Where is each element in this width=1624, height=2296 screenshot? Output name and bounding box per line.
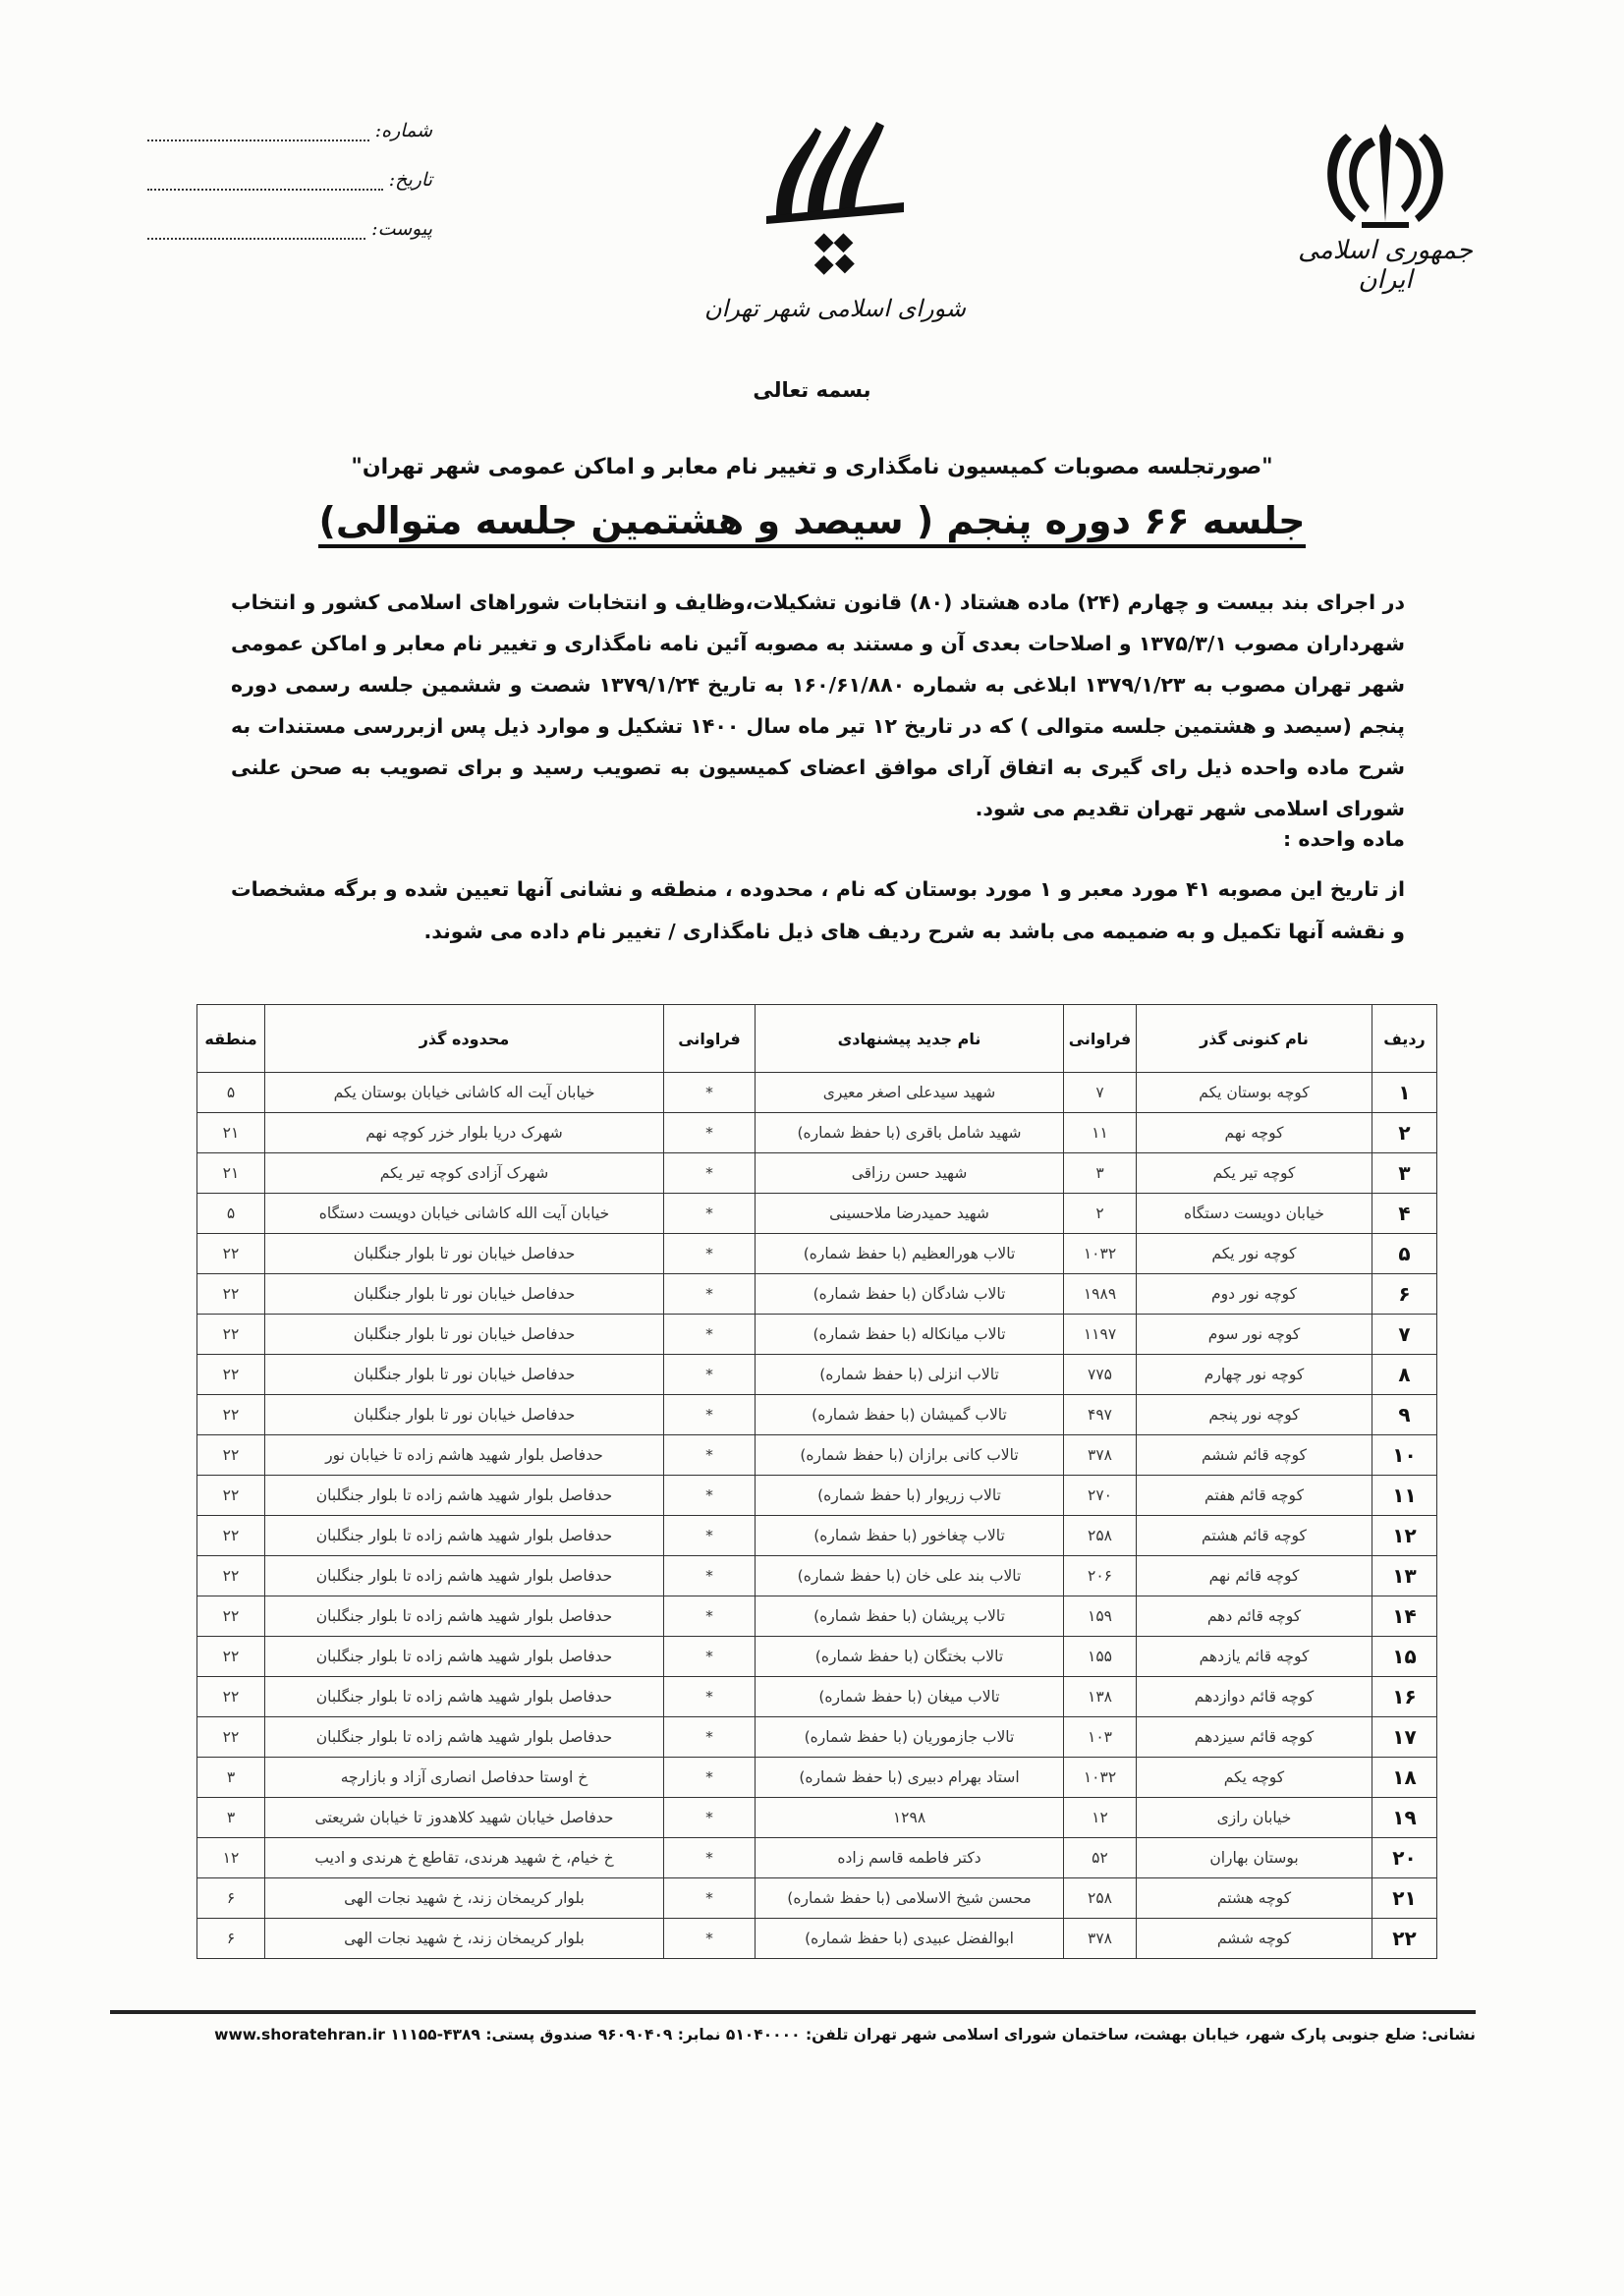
cell-current-name: بوستان بهاران xyxy=(1137,1838,1372,1878)
cell-frequency-current: ۱۱ xyxy=(1064,1113,1137,1153)
cell-proposed-name: استاد بهرام دبیری (با حفظ شماره) xyxy=(756,1758,1064,1798)
table-row xyxy=(197,1717,1437,1758)
cell-district: ۶ xyxy=(197,1878,265,1919)
attachment-blank xyxy=(147,224,365,240)
date-blank xyxy=(147,175,383,191)
cell-current-name: کوچه یکم xyxy=(1137,1758,1372,1798)
table-row xyxy=(197,1919,1437,1959)
cell-district: ۳ xyxy=(197,1798,265,1838)
cell-proposed-name: تالاب پریشان (با حفظ شماره) xyxy=(756,1596,1064,1637)
cell-row-number: ۱۲ xyxy=(1372,1516,1437,1556)
header-district: منطقه xyxy=(197,1005,265,1073)
cell-frequency-proposed: * xyxy=(664,1274,756,1315)
council-caption: شورای اسلامی شهر تهران xyxy=(703,295,967,322)
cell-frequency-current: ۱۰۳ xyxy=(1064,1717,1137,1758)
cell-proposed-name: تالاب بختگان (با حفظ شماره) xyxy=(756,1637,1064,1677)
cell-frequency-current: ۳۷۸ xyxy=(1064,1435,1137,1476)
emblem-caption: جمهوری اسلامی ایران xyxy=(1298,236,1473,295)
cell-row-number: ۲۱ xyxy=(1372,1878,1437,1919)
cell-route-extent: حدفاصل بلوار شهید هاشم زاده تا بلوار جنگلبان xyxy=(265,1476,664,1516)
header-route-extent: محدوده گذر xyxy=(265,1005,664,1073)
cell-current-name: کوچه قائم یازدهم xyxy=(1137,1637,1372,1677)
cell-district: ۱۲ xyxy=(197,1838,265,1878)
cell-frequency-proposed: * xyxy=(664,1677,756,1717)
number-label: شماره: xyxy=(374,120,432,141)
cell-proposed-name: محسن شیخ الاسلامی (با حفظ شماره) xyxy=(756,1878,1064,1919)
cell-proposed-name: تالاب شادگان (با حفظ شماره) xyxy=(756,1274,1064,1315)
cell-row-number: ۵ xyxy=(1372,1234,1437,1274)
cell-row-number: ۱۷ xyxy=(1372,1717,1437,1758)
cell-frequency-proposed: * xyxy=(664,1919,756,1959)
cell-proposed-name: تالاب کانی برازان (با حفظ شماره) xyxy=(756,1435,1064,1476)
document-title xyxy=(0,499,1624,542)
cell-row-number: ۱۵ xyxy=(1372,1637,1437,1677)
cell-frequency-current: ۱۲ xyxy=(1064,1798,1137,1838)
cell-route-extent: حدفاصل بلوار شهید هاشم زاده تا بلوار جنگلبان xyxy=(265,1556,664,1596)
intro-paragraph: در اجرای بند بیست و چهارم (۲۴) ماده هشتاد (۸۰) قانون تشکیلات،وظایف و انتخابات شوراهای اسلامی کشور و انتخاب شهرداران مصوب ۱۳۷۵/۳/۱ و اصلاحات بعدی آن و مستند به مصوبه آئین نامه نامگذاری و تغییر نام معابر و اماکن عمومی شهر تهران مصوب به ۱۳۷۹/۱/۲۳ ابلاغی به شماره ۱۶۰/۶۱/۸۸۰ به تاریخ ۱۳۷۹/۱/۲۴ شصت و ششمین جلسه رسمی دوره پنجم (سیصد و هشتمین جلسه متوالی ) که در تاریخ ۱۲ تیر ماه سال ۱۴۰۰ تشکیل و موارد ذیل پس ازبررسی مستندات به شرح ماده واحده ذیل رای گیری به اتفاق آرای موافق اعضای کمیسیون به تصویب رسید و برای تصویب به صحن علنی شورای اسلامی شهر تهران تقدیم می شود. xyxy=(231,590,1406,820)
cell-current-name: کوچه نور چهارم xyxy=(1137,1355,1372,1395)
cell-frequency-current: ۱۰۳۲ xyxy=(1064,1234,1137,1274)
cell-frequency-current: ۱۱۹۷ xyxy=(1064,1315,1137,1355)
cell-route-extent: خیابان آیت اله کاشانی خیابان بوستان یکم xyxy=(265,1073,664,1113)
cell-proposed-name: ابوالفضل عبیدی (با حفظ شماره) xyxy=(756,1919,1064,1959)
cell-route-extent: حدفاصل خیابان نور تا بلوار جنگلبان xyxy=(265,1274,664,1315)
cell-proposed-name: ۱۲۹۸ xyxy=(756,1798,1064,1838)
cell-current-name: کوچه قائم نهم xyxy=(1137,1556,1372,1596)
cell-route-extent: بلوار کریمخان زند، خ شهید نجات الهی xyxy=(265,1878,664,1919)
cell-route-extent: خ اوستا حدفاصل انصاری آزاد و بازارچه xyxy=(265,1758,664,1798)
cell-frequency-current: ۷ xyxy=(1064,1073,1137,1113)
cell-proposed-name: شهید حمیدرضا ملاحسینی xyxy=(756,1194,1064,1234)
cell-frequency-proposed: * xyxy=(664,1153,756,1194)
cell-frequency-current: ۱۵۵ xyxy=(1064,1637,1137,1677)
cell-route-extent: حدفاصل خیابان نور تا بلوار جنگلبان xyxy=(265,1355,664,1395)
cell-row-number: ۱۱ xyxy=(1372,1476,1437,1516)
iran-emblem-icon xyxy=(1307,116,1464,234)
cell-frequency-current: ۵۲ xyxy=(1064,1838,1137,1878)
cell-frequency-current: ۷۷۵ xyxy=(1064,1355,1137,1395)
cell-proposed-name: تالاب بند علی خان (با حفظ شماره) xyxy=(756,1556,1064,1596)
cell-district: ۲۲ xyxy=(197,1355,265,1395)
cell-route-extent: حدفاصل بلوار شهید هاشم زاده تا بلوار جنگلبان xyxy=(265,1596,664,1637)
cell-district: ۵ xyxy=(197,1073,265,1113)
cell-row-number: ۸ xyxy=(1372,1355,1437,1395)
cell-frequency-proposed: * xyxy=(664,1838,756,1878)
table-row xyxy=(197,1516,1437,1556)
cell-district: ۲۲ xyxy=(197,1476,265,1516)
cell-current-name: کوچه قائم هشتم xyxy=(1137,1516,1372,1556)
cell-frequency-proposed: * xyxy=(664,1113,756,1153)
cell-frequency-proposed: * xyxy=(664,1596,756,1637)
cell-current-name: کوچه ششم xyxy=(1137,1919,1372,1959)
cell-frequency-proposed: * xyxy=(664,1395,756,1435)
cell-route-extent: حدفاصل بلوار شهید هاشم زاده تا بلوار جنگلبان xyxy=(265,1677,664,1717)
table-row xyxy=(197,1878,1437,1919)
attachment-label: پیوست: xyxy=(371,218,432,240)
cell-district: ۲۲ xyxy=(197,1234,265,1274)
cell-frequency-current: ۱۳۸ xyxy=(1064,1677,1137,1717)
table-row xyxy=(197,1113,1437,1153)
table-row xyxy=(197,1758,1437,1798)
cell-proposed-name: تالاب گمیشان (با حفظ شماره) xyxy=(756,1395,1064,1435)
cell-current-name: کوچه هشتم xyxy=(1137,1878,1372,1919)
cell-district: ۲۲ xyxy=(197,1677,265,1717)
cell-current-name: کوچه نهم xyxy=(1137,1113,1372,1153)
cell-route-extent: حدفاصل خیابان نور تا بلوار جنگلبان xyxy=(265,1315,664,1355)
cell-frequency-current: ۳۷۸ xyxy=(1064,1919,1137,1959)
table-row xyxy=(197,1476,1437,1516)
cell-frequency-current: ۱۵۹ xyxy=(1064,1596,1137,1637)
cell-current-name: کوچه بوستان یکم xyxy=(1137,1073,1372,1113)
cell-route-extent: حدفاصل خیابان شهید کلاهدوز تا خیابان شریعتی xyxy=(265,1798,664,1838)
tehran-council-logo-icon xyxy=(747,108,924,305)
cell-row-number: ۹ xyxy=(1372,1395,1437,1435)
cell-proposed-name: تالاب جازموریان (با حفظ شماره) xyxy=(756,1717,1064,1758)
date-label: تاریخ: xyxy=(388,169,432,191)
header-frequency-proposed: فراوانی xyxy=(664,1005,756,1073)
cell-route-extent: شهرک دریا بلوار خزر کوچه نهم xyxy=(265,1113,664,1153)
table-row xyxy=(197,1637,1437,1677)
document-title-text: جلسه ۶۶ دوره پنجم ( سیصد و هشتمین جلسه متوالی) xyxy=(318,499,1305,548)
cell-row-number: ۷ xyxy=(1372,1315,1437,1355)
cell-current-name: خیابان دویست دستگاه xyxy=(1137,1194,1372,1234)
cell-proposed-name: تالاب چغاخور (با حفظ شماره) xyxy=(756,1516,1064,1556)
cell-route-extent: شهرک آزادی کوچه تیر یکم xyxy=(265,1153,664,1194)
cell-row-number: ۱۴ xyxy=(1372,1596,1437,1637)
cell-row-number: ۲۰ xyxy=(1372,1838,1437,1878)
naming-table xyxy=(196,1004,1437,1959)
cell-row-number: ۲۲ xyxy=(1372,1919,1437,1959)
cell-frequency-current: ۱۰۳۲ xyxy=(1064,1758,1137,1798)
table-row xyxy=(197,1838,1437,1878)
cell-proposed-name: دکتر فاطمه قاسم زاده xyxy=(756,1838,1064,1878)
date-field xyxy=(147,169,432,191)
cell-frequency-proposed: * xyxy=(664,1355,756,1395)
cell-district: ۲۲ xyxy=(197,1395,265,1435)
table-body xyxy=(197,1073,1437,1959)
cell-current-name: کوچه نور یکم xyxy=(1137,1234,1372,1274)
cell-route-extent: حدفاصل خیابان نور تا بلوار جنگلبان xyxy=(265,1395,664,1435)
cell-district: ۲۲ xyxy=(197,1637,265,1677)
cell-row-number: ۳ xyxy=(1372,1153,1437,1194)
cell-route-extent: خ خیام، خ شهید هرندی، تقاطع خ هرندی و ادیب xyxy=(265,1838,664,1878)
footer-address: نشانی: ضلع جنوبی پارک شهر، خیابان بهشت، ساختمان شورای اسلامی شهر تهران تلفن: ۵۱۰۴۰۰۰۰ نمابر: ۹۶۰۹۰۴۰۹ صندوق پستی: ۴۳۸۹-۱۱۱۵۵ www.shoratehran.ir xyxy=(214,2026,1476,2044)
cell-frequency-current: ۱۹۸۹ xyxy=(1064,1274,1137,1315)
cell-district: ۶ xyxy=(197,1919,265,1959)
cell-frequency-proposed: * xyxy=(664,1798,756,1838)
cell-frequency-proposed: * xyxy=(664,1516,756,1556)
cell-district: ۲۲ xyxy=(197,1596,265,1637)
cell-proposed-name: شهید سیدعلی اصغر معیری xyxy=(756,1073,1064,1113)
cell-frequency-proposed: * xyxy=(664,1073,756,1113)
footer-divider xyxy=(110,2010,1476,2014)
table-row xyxy=(197,1798,1437,1838)
cell-frequency-proposed: * xyxy=(664,1758,756,1798)
cell-proposed-name: تالاب میانکاله (با حفظ شماره) xyxy=(756,1315,1064,1355)
table-row xyxy=(197,1556,1437,1596)
cell-district: ۲۲ xyxy=(197,1556,265,1596)
cell-route-extent: بلوار کریمخان زند، خ شهید نجات الهی xyxy=(265,1919,664,1959)
table-row xyxy=(197,1234,1437,1274)
cell-row-number: ۱۹ xyxy=(1372,1798,1437,1838)
cell-district: ۲۲ xyxy=(197,1516,265,1556)
cell-frequency-current: ۳ xyxy=(1064,1153,1137,1194)
cell-current-name: کوچه نور دوم xyxy=(1137,1274,1372,1315)
number-field xyxy=(147,120,432,141)
cell-frequency-proposed: * xyxy=(664,1717,756,1758)
cell-route-extent: حدفاصل خیابان نور تا بلوار جنگلبان xyxy=(265,1234,664,1274)
cell-frequency-proposed: * xyxy=(664,1878,756,1919)
table-row xyxy=(197,1596,1437,1637)
cell-district: ۲۲ xyxy=(197,1274,265,1315)
cell-frequency-current: ۲ xyxy=(1064,1194,1137,1234)
cell-row-number: ۱ xyxy=(1372,1073,1437,1113)
table-row xyxy=(197,1435,1437,1476)
cell-proposed-name: شهید حسن رزاقی xyxy=(756,1153,1064,1194)
article-text: از تاریخ این مصوبه ۴۱ مورد معبر و ۱ مورد بوستان که نام ، محدوده ، منطقه و نشانی آنها تعیین شده و برگه مشخصات و نقشه آنها تکمیل و به ضمیمه می باشد به شرح ردیف های ذیل نامگذاری / تغییر نام داده می شوند. xyxy=(231,877,1406,943)
cell-current-name: خیابان رازی xyxy=(1137,1798,1372,1838)
cell-district: ۳ xyxy=(197,1758,265,1798)
cell-row-number: ۲ xyxy=(1372,1113,1437,1153)
cell-frequency-proposed: * xyxy=(664,1556,756,1596)
bismillah-heading: بسمه تعالی xyxy=(753,378,871,402)
number-blank xyxy=(147,126,369,141)
cell-proposed-name: تالاب میغان (با حفظ شماره) xyxy=(756,1677,1064,1717)
cell-district: ۲۲ xyxy=(197,1717,265,1758)
cell-district: ۲۲ xyxy=(197,1315,265,1355)
cell-district: ۵ xyxy=(197,1194,265,1234)
cell-current-name: کوچه نور سوم xyxy=(1137,1315,1372,1355)
table-row xyxy=(197,1355,1437,1395)
table-header-row xyxy=(197,1005,1437,1073)
cell-row-number: ۱۸ xyxy=(1372,1758,1437,1798)
cell-route-extent: حدفاصل بلوار شهید هاشم زاده تا خیابان نور xyxy=(265,1435,664,1476)
cell-frequency-proposed: * xyxy=(664,1194,756,1234)
cell-frequency-current: ۲۵۸ xyxy=(1064,1516,1137,1556)
cell-current-name: کوچه نور پنجم xyxy=(1137,1395,1372,1435)
cell-current-name: کوچه تیر یکم xyxy=(1137,1153,1372,1194)
cell-frequency-proposed: * xyxy=(664,1435,756,1476)
cell-frequency-current: ۲۷۰ xyxy=(1064,1476,1137,1516)
cell-route-extent: خیابان آیت الله کاشانی خیابان دویست دستگاه xyxy=(265,1194,664,1234)
cell-frequency-proposed: * xyxy=(664,1234,756,1274)
table-row xyxy=(197,1677,1437,1717)
cell-frequency-current: ۴۹۷ xyxy=(1064,1395,1137,1435)
cell-proposed-name: تالاب هورالعظیم (با حفظ شماره) xyxy=(756,1234,1064,1274)
table-row xyxy=(197,1315,1437,1355)
table-row xyxy=(197,1194,1437,1234)
cell-current-name: کوچه قائم ششم xyxy=(1137,1435,1372,1476)
cell-route-extent: حدفاصل بلوار شهید هاشم زاده تا بلوار جنگلبان xyxy=(265,1516,664,1556)
header-proposed-name: نام جدید پیشنهادی xyxy=(756,1005,1064,1073)
article-label: ماده واحده : xyxy=(1283,827,1405,851)
cell-route-extent: حدفاصل بلوار شهید هاشم زاده تا بلوار جنگلبان xyxy=(265,1717,664,1758)
cell-row-number: ۱۰ xyxy=(1372,1435,1437,1476)
cell-frequency-current: ۲۵۸ xyxy=(1064,1878,1137,1919)
cell-frequency-proposed: * xyxy=(664,1315,756,1355)
cell-row-number: ۶ xyxy=(1372,1274,1437,1315)
cell-route-extent: حدفاصل بلوار شهید هاشم زاده تا بلوار جنگلبان xyxy=(265,1637,664,1677)
cell-frequency-proposed: * xyxy=(664,1637,756,1677)
cell-row-number: ۴ xyxy=(1372,1194,1437,1234)
document-subtitle: "صورتجلسه مصوبات کمیسیون نامگذاری و تغییر نام معابر و اماکن عمومی شهر تهران" xyxy=(351,455,1273,479)
cell-proposed-name: شهید شامل باقری (با حفظ شماره) xyxy=(756,1113,1064,1153)
cell-current-name: کوچه قائم دهم xyxy=(1137,1596,1372,1637)
header-frequency-current: فراوانی xyxy=(1064,1005,1137,1073)
header-current-name: نام کنونی گذر xyxy=(1137,1005,1372,1073)
cell-current-name: کوچه قائم هفتم xyxy=(1137,1476,1372,1516)
table-row xyxy=(197,1274,1437,1315)
table-row xyxy=(197,1073,1437,1113)
cell-frequency-current: ۲۰۶ xyxy=(1064,1556,1137,1596)
table-row xyxy=(197,1395,1437,1435)
table-row xyxy=(197,1153,1437,1194)
cell-proposed-name: تالاب انزلی (با حفظ شماره) xyxy=(756,1355,1064,1395)
cell-district: ۲۲ xyxy=(197,1435,265,1476)
cell-current-name: کوچه قائم سیزدهم xyxy=(1137,1717,1372,1758)
cell-proposed-name: تالاب زریوار (با حفظ شماره) xyxy=(756,1476,1064,1516)
header-row-number: ردیف xyxy=(1372,1005,1437,1073)
cell-district: ۲۱ xyxy=(197,1113,265,1153)
cell-frequency-proposed: * xyxy=(664,1476,756,1516)
cell-row-number: ۱۳ xyxy=(1372,1556,1437,1596)
cell-district: ۲۱ xyxy=(197,1153,265,1194)
attachment-field xyxy=(147,218,432,240)
cell-current-name: کوچه قائم دوازدهم xyxy=(1137,1677,1372,1717)
cell-row-number: ۱۶ xyxy=(1372,1677,1437,1717)
